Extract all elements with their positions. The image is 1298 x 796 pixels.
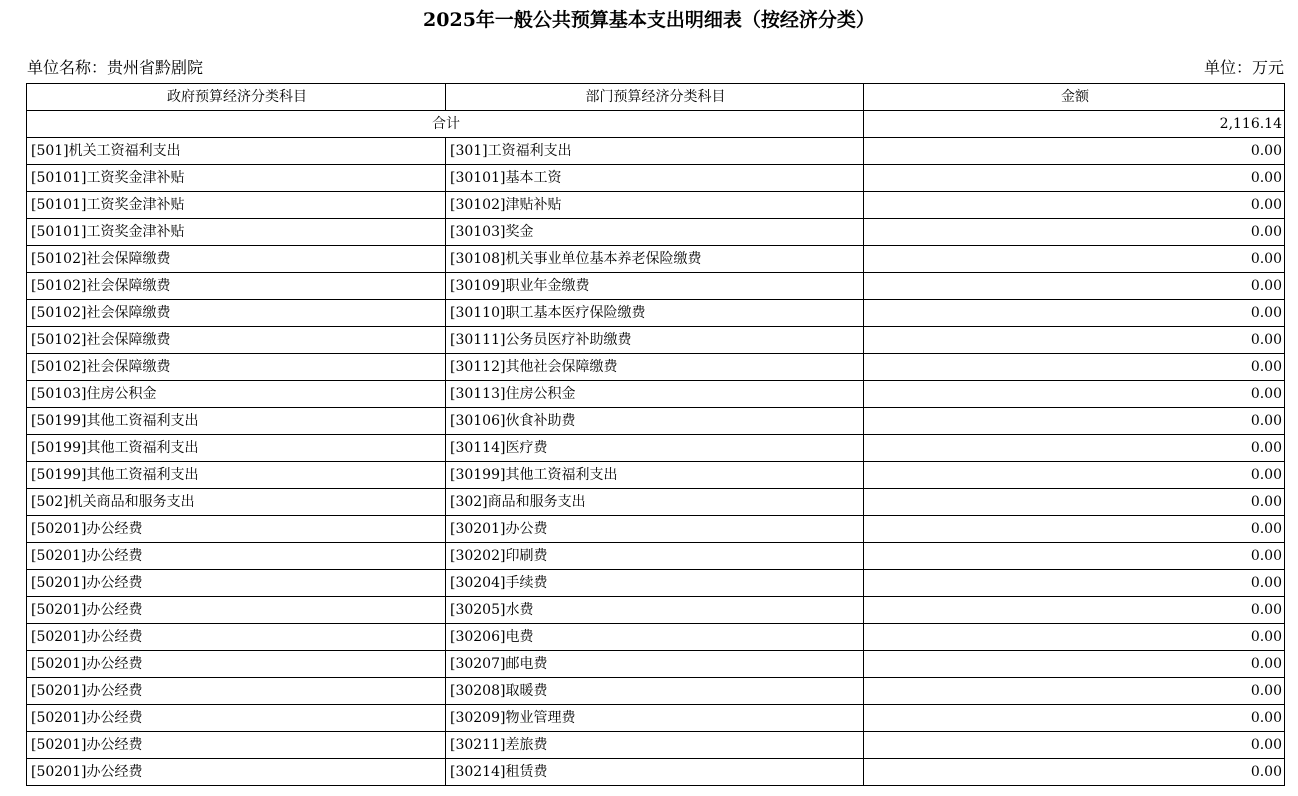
dept-category-cell: [301]工资福利支出 (446, 138, 864, 165)
dept-category-cell: [30112]其他社会保障缴费 (446, 354, 864, 381)
table-row (27, 732, 1285, 759)
dept-category-cell: [30106]伙食补助费 (446, 408, 864, 435)
amount-cell: 0.00 (864, 759, 1285, 786)
table-body (27, 111, 1285, 786)
table-row (27, 408, 1285, 435)
amount-cell: 0.00 (864, 732, 1285, 759)
gov-category-cell: [50201]办公经费 (27, 678, 446, 705)
dept-category-cell: [30103]奖金 (446, 219, 864, 246)
gov-category-cell: [50103]住房公积金 (27, 381, 446, 408)
dept-category-cell: [30113]住房公积金 (446, 381, 864, 408)
unit-name-label: 单位名称：贵州省黔剧院 (27, 58, 204, 77)
gov-category-cell: [50102]社会保障缴费 (27, 300, 446, 327)
amount-cell: 0.00 (864, 651, 1285, 678)
amount-cell: 0.00 (864, 219, 1285, 246)
dept-category-cell: [30101]基本工资 (446, 165, 864, 192)
gov-category-cell: [50199]其他工资福利支出 (27, 408, 446, 435)
gov-category-cell: [50101]工资奖金津补贴 (27, 192, 446, 219)
table-row (27, 516, 1285, 543)
dept-category-cell: [302]商品和服务支出 (446, 489, 864, 516)
amount-cell: 0.00 (864, 705, 1285, 732)
gov-category-cell: [50201]办公经费 (27, 624, 446, 651)
dept-category-cell: [30211]差旅费 (446, 732, 864, 759)
table-row (27, 273, 1285, 300)
table-row (27, 678, 1285, 705)
amount-cell: 0.00 (864, 408, 1285, 435)
amount-cell: 0.00 (864, 138, 1285, 165)
amount-cell: 0.00 (864, 597, 1285, 624)
gov-category-cell: [50102]社会保障缴费 (27, 327, 446, 354)
header-dept-category: 部门预算经济分类科目 (446, 84, 864, 111)
amount-cell: 0.00 (864, 678, 1285, 705)
table-row (27, 462, 1285, 489)
table-row (27, 570, 1285, 597)
dept-category-cell: [30201]办公费 (446, 516, 864, 543)
total-amount: 2,116.14 (864, 111, 1285, 138)
table-row (27, 705, 1285, 732)
amount-cell: 0.00 (864, 246, 1285, 273)
table-row (27, 327, 1285, 354)
report-title: 2025年一般公共预算基本支出明细表（按经济分类） (423, 9, 875, 31)
amount-cell: 0.00 (864, 462, 1285, 489)
dept-category-cell: [30204]手续费 (446, 570, 864, 597)
gov-category-cell: [50199]其他工资福利支出 (27, 462, 446, 489)
table-row (27, 489, 1285, 516)
dept-category-cell: [30109]职业年金缴费 (446, 273, 864, 300)
table-row (27, 192, 1285, 219)
dept-category-cell: [30108]机关事业单位基本养老保险缴费 (446, 246, 864, 273)
table-header-row (27, 84, 1285, 111)
dept-category-cell: [30208]取暖费 (446, 678, 864, 705)
table-row (27, 597, 1285, 624)
amount-cell: 0.00 (864, 165, 1285, 192)
table-row (27, 300, 1285, 327)
amount-cell: 0.00 (864, 273, 1285, 300)
gov-category-cell: [50201]办公经费 (27, 732, 446, 759)
amount-cell: 0.00 (864, 381, 1285, 408)
amount-cell: 0.00 (864, 354, 1285, 381)
amount-cell: 0.00 (864, 327, 1285, 354)
gov-category-cell: [502]机关商品和服务支出 (27, 489, 446, 516)
table-row (27, 435, 1285, 462)
dept-category-cell: [30114]医疗费 (446, 435, 864, 462)
table-row (27, 354, 1285, 381)
gov-category-cell: [50102]社会保障缴费 (27, 246, 446, 273)
gov-category-cell: [50201]办公经费 (27, 651, 446, 678)
table-row (27, 165, 1285, 192)
table-row (27, 651, 1285, 678)
gov-category-cell: [50201]办公经费 (27, 516, 446, 543)
table-row (27, 381, 1285, 408)
gov-category-cell: [50102]社会保障缴费 (27, 273, 446, 300)
gov-category-cell: [50201]办公经费 (27, 705, 446, 732)
dept-category-cell: [30206]电费 (446, 624, 864, 651)
dept-category-cell: [30110]职工基本医疗保险缴费 (446, 300, 864, 327)
gov-category-cell: [501]机关工资福利支出 (27, 138, 446, 165)
table-row (27, 543, 1285, 570)
amount-cell: 0.00 (864, 192, 1285, 219)
amount-cell: 0.00 (864, 489, 1285, 516)
gov-category-cell: [50201]办公经费 (27, 597, 446, 624)
gov-category-cell: [50199]其他工资福利支出 (27, 435, 446, 462)
gov-category-cell: [50201]办公经费 (27, 759, 446, 786)
table-row (27, 219, 1285, 246)
gov-category-cell: [50101]工资奖金津补贴 (27, 165, 446, 192)
gov-category-cell: [50201]办公经费 (27, 543, 446, 570)
dept-category-cell: [30202]印刷费 (446, 543, 864, 570)
amount-cell: 0.00 (864, 570, 1285, 597)
dept-category-cell: [30209]物业管理费 (446, 705, 864, 732)
amount-cell: 0.00 (864, 300, 1285, 327)
budget-table (26, 83, 1285, 786)
dept-category-cell: [30102]津贴补贴 (446, 192, 864, 219)
dept-category-cell: [30214]租赁费 (446, 759, 864, 786)
header-amount: 金额 (864, 84, 1285, 111)
table-row (27, 138, 1285, 165)
amount-cell: 0.00 (864, 516, 1285, 543)
header-gov-category: 政府预算经济分类科目 (27, 84, 446, 111)
gov-category-cell: [50101]工资奖金津补贴 (27, 219, 446, 246)
total-row (27, 111, 1285, 138)
dept-category-cell: [30111]公务员医疗补助缴费 (446, 327, 864, 354)
unit-label: 单位：万元 (1203, 58, 1284, 77)
gov-category-cell: [50201]办公经费 (27, 570, 446, 597)
gov-category-cell: [50102]社会保障缴费 (27, 354, 446, 381)
dept-category-cell: [30207]邮电费 (446, 651, 864, 678)
amount-cell: 0.00 (864, 543, 1285, 570)
table-row (27, 624, 1285, 651)
amount-cell: 0.00 (864, 624, 1285, 651)
total-label: 合计 (27, 111, 864, 138)
table-row (27, 759, 1285, 786)
amount-cell: 0.00 (864, 435, 1285, 462)
dept-category-cell: [30205]水费 (446, 597, 864, 624)
table-row (27, 246, 1285, 273)
dept-category-cell: [30199]其他工资福利支出 (446, 462, 864, 489)
